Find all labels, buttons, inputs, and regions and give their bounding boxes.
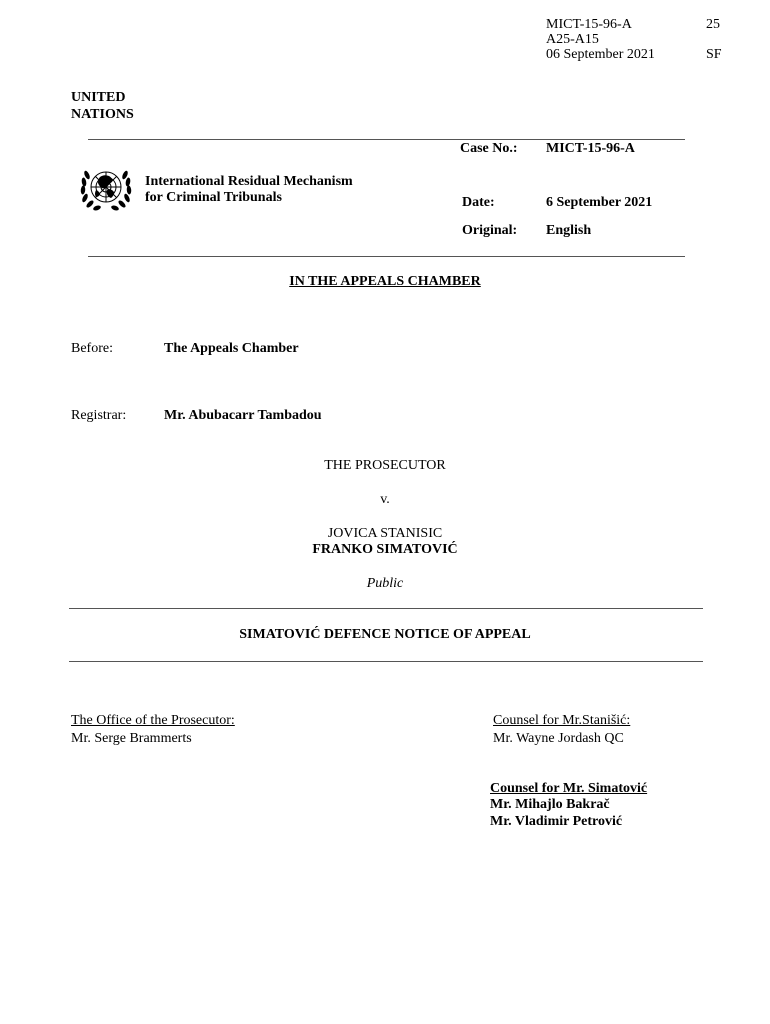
- before-label: Before:: [71, 341, 113, 356]
- org-name-line1: UNITED: [71, 90, 126, 105]
- registrar-label: Registrar:: [71, 408, 127, 423]
- simatovic-counsel-name-2: Mr. Vladimir Petrović: [490, 814, 623, 829]
- party-accused-1: JOVICA STANISIC: [327, 526, 443, 541]
- chamber-heading: IN THE APPEALS CHAMBER: [289, 274, 481, 289]
- tribunal-name-line1: International Residual Mechanism: [145, 174, 353, 189]
- date-label: Date:: [462, 195, 495, 210]
- party-accused-2: FRANKO SIMATOVIĆ: [312, 542, 458, 557]
- simatovic-counsel-label: Counsel for Mr. Simatović: [490, 781, 648, 796]
- case-no-label: Case No.:: [460, 141, 518, 156]
- header-page-range: A25-A15: [546, 32, 599, 47]
- header-case-code: MICT-15-96-A: [546, 17, 632, 32]
- header-initials: SF: [706, 47, 722, 62]
- header-top-rule: [88, 139, 685, 140]
- otp-label: The Office of the Prosecutor:: [71, 713, 235, 728]
- header-date: 06 September 2021: [546, 47, 655, 62]
- header-page-number: 25: [706, 17, 720, 32]
- document-title: SIMATOVIĆ DEFENCE NOTICE OF APPEAL: [239, 627, 531, 642]
- org-name-line2: NATIONS: [71, 107, 134, 122]
- tribunal-name-line2: for Criminal Tribunals: [145, 190, 282, 205]
- title-bottom-rule: [69, 661, 703, 662]
- un-emblem-icon: [76, 163, 136, 215]
- stanisic-counsel-name: Mr. Wayne Jordash QC: [493, 731, 624, 746]
- original-value: English: [546, 223, 592, 238]
- classification: Public: [366, 576, 404, 591]
- party-prosecutor: THE PROSECUTOR: [324, 458, 446, 473]
- stanisic-counsel-label: Counsel for Mr.Stanišić:: [493, 713, 631, 728]
- date-value: 6 September 2021: [546, 195, 653, 210]
- simatovic-counsel-name-1: Mr. Mihajlo Bakrač: [490, 797, 610, 812]
- registrar-value: Mr. Abubacarr Tambadou: [164, 408, 322, 423]
- before-value: The Appeals Chamber: [164, 341, 299, 356]
- title-top-rule: [69, 608, 703, 609]
- otp-name: Mr. Serge Brammerts: [71, 731, 192, 746]
- original-label: Original:: [462, 223, 518, 238]
- header-bottom-rule: [88, 256, 685, 257]
- party-versus: v.: [380, 492, 390, 507]
- case-no-value: MICT-15-96-A: [546, 141, 635, 156]
